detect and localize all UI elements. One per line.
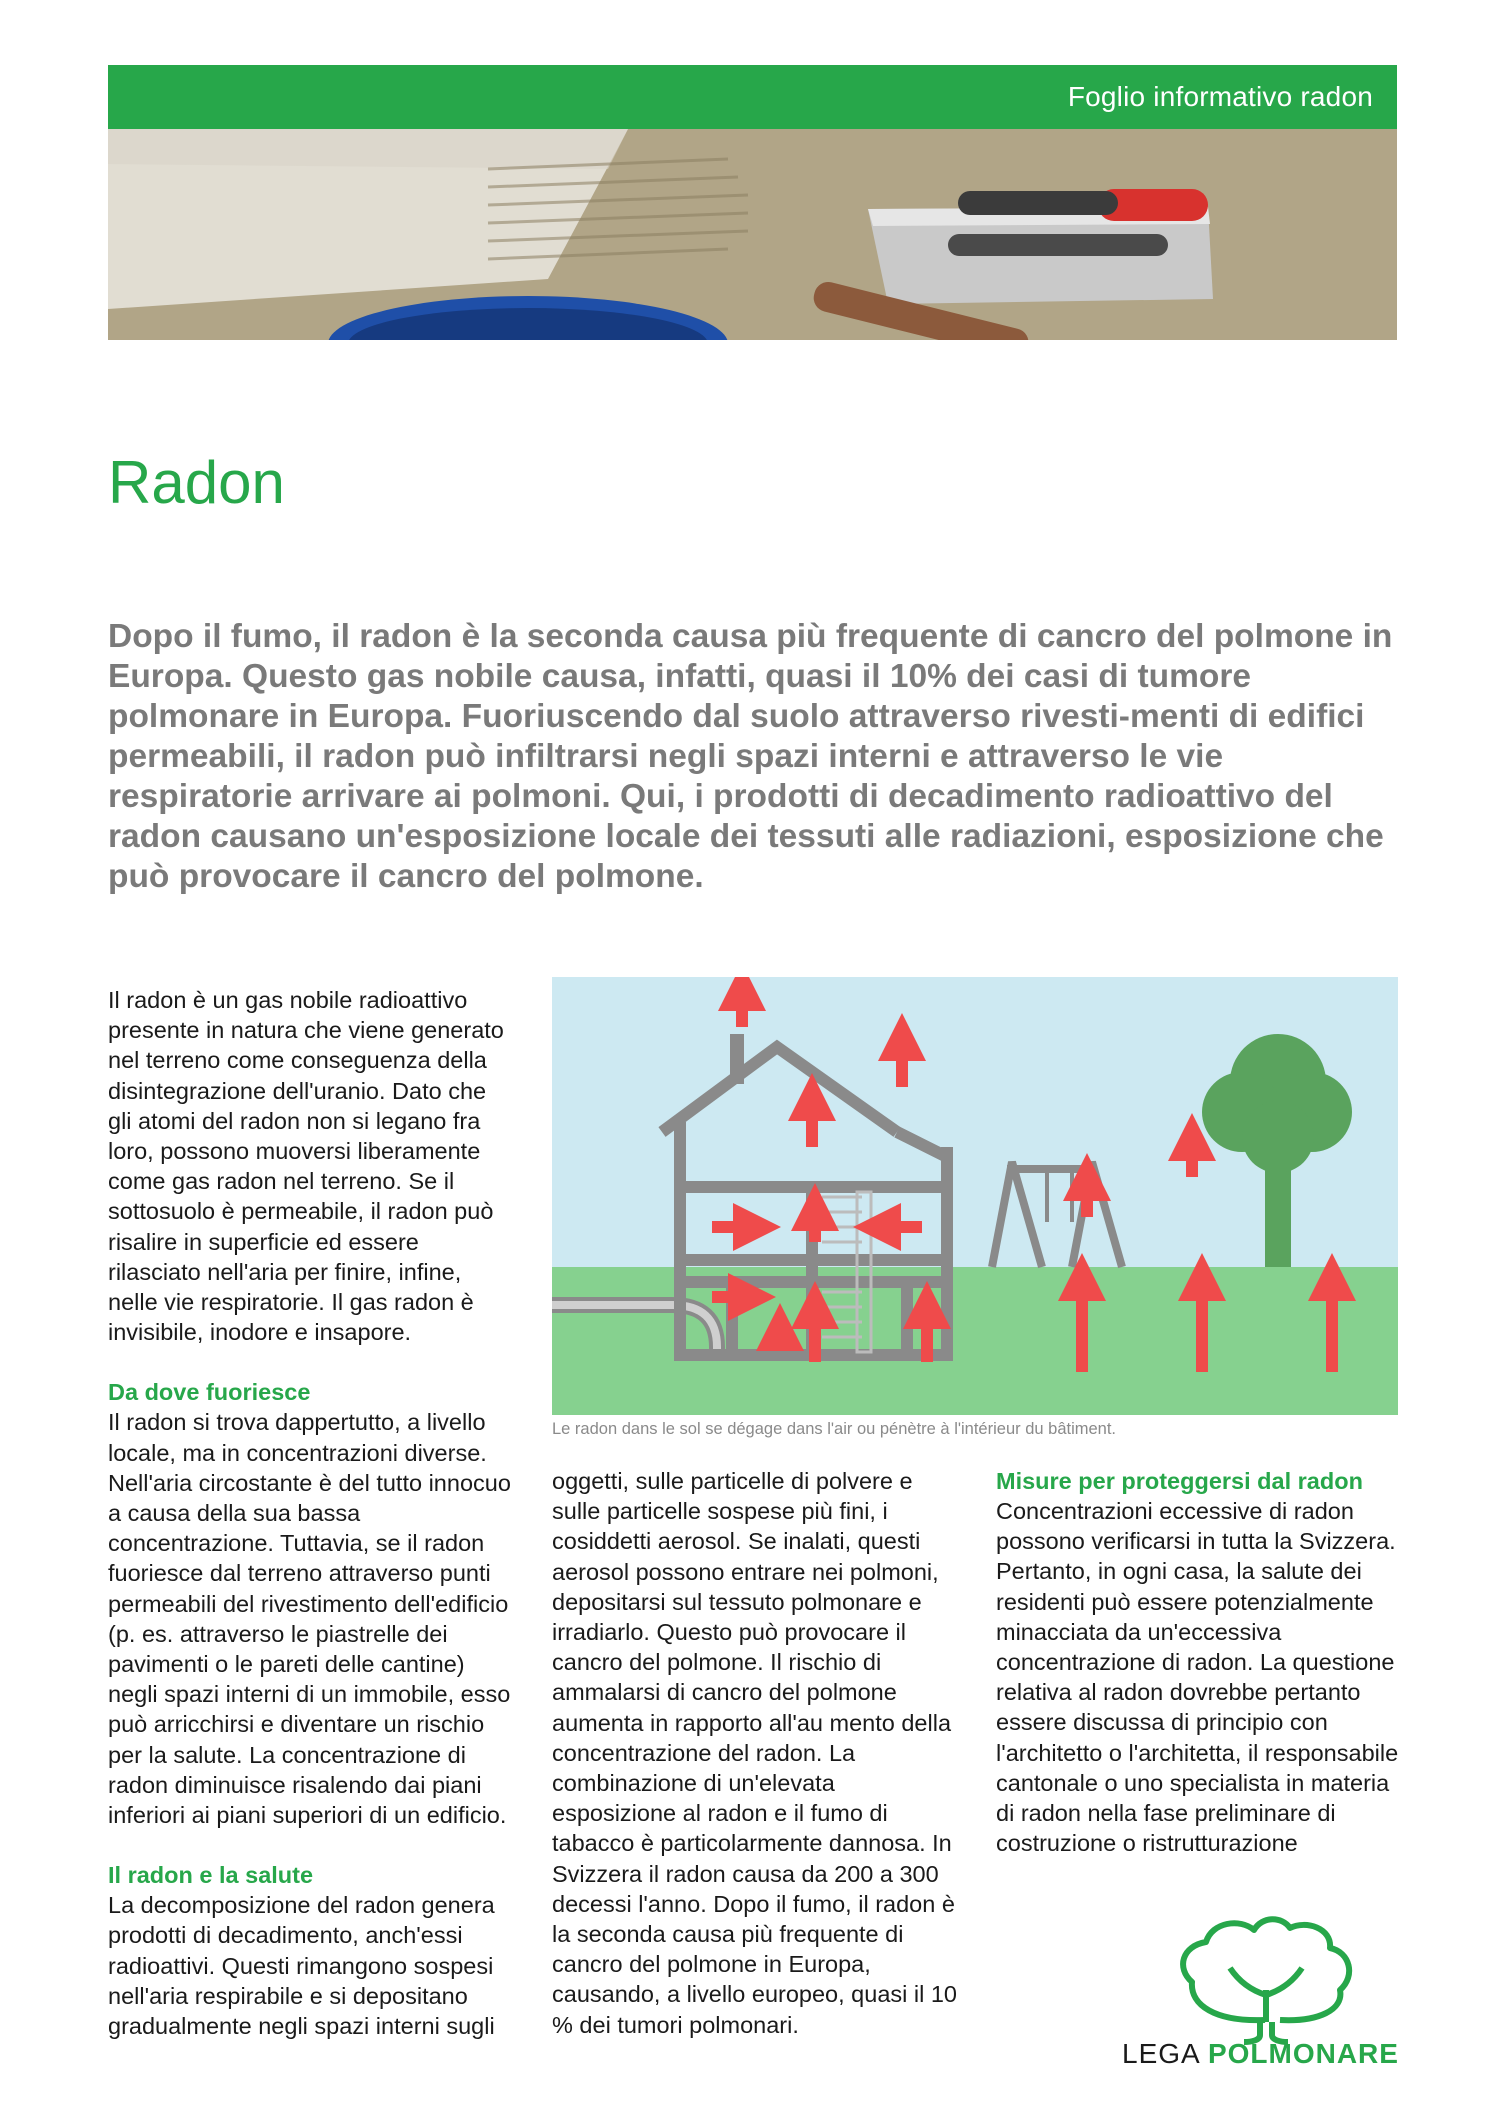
text-column-2 xyxy=(552,1466,957,2040)
logo-word-polmonare: POLMONARE xyxy=(1207,2038,1399,2069)
text-column-3 xyxy=(996,1466,1401,1858)
logo-word-lega: LEGA xyxy=(1122,2038,1200,2069)
lega-polmonare-logo-text xyxy=(1122,2038,1399,2070)
illustration-caption: Le radon dans le sol se dégage dans l'air ou pénètre à l'intérieur du bâtiment. xyxy=(552,1420,1117,1438)
radon-house-illustration xyxy=(552,977,1398,1415)
header-bar xyxy=(108,65,1397,129)
trowel-photo-illustration xyxy=(108,129,1397,340)
section-heading: Misure per proteggersi dal radon xyxy=(996,1468,1363,1494)
body-paragraph: oggetti, sulle particelle di polvere e sulle particelle sospese più fini, i cosiddetti aerosol. Se inalati, questi aerosol possono entrare nei polmoni, depositarsi sul tessuto polmonare e irradiarlo. Questo può provocare il cancro del polmone. Il rischio di ammalarsi di cancro del polmone aumenta in rapporto all'au mento della concentrazione del radon. La combinazione di un'elevata esposizione al radon e il fumo di tabacco è particolarmente dannosa. In Svizzera il radon causa da 200 a 300 decessi l'anno. Dopo il fumo, il radon è la seconda causa più frequente di cancro del polmone in Europa, causando, a livello europeo, quasi il 10 % dei tumori polmonari. xyxy=(552,1468,957,2038)
body-paragraph: Il radon è un gas nobile radioattivo presente in natura che viene generato nel terreno come conseguenza della disintegrazione dell'uranio. Dato che gli atomi del radon non si legano fra loro, possono muoversi liberamente come gas radon nel terreno. Se il sottosuolo è permeabile, il radon può risalire in superficie ed essere rilasciato nell'aria per finire, infine, nelle vie respiratorie. Il gas radon è invisibile, inodore e insapore. xyxy=(108,987,504,1346)
section-heading: Da dove fuoriesce xyxy=(108,1379,311,1406)
page-title: Radon xyxy=(108,449,285,516)
intro-paragraph: Dopo il fumo, il radon è la seconda causa più frequente di cancro del polmone in Europa. Questo gas nobile causa, infatti, quasi il 10% dei casi di tumore polmonare in Europa. Fuoriuscendo dal suolo attraverso rivesti-menti di edifici permeabili, il radon può infiltrarsi negli spazi interni e attraverso le vie respiratorie arrivare ai polmoni. Qui, i prodotti di decadimento radioattivo del radon causano un'esposizione locale dei tessuti alle radiazioni, esposizione che può provocare il cancro del polmone. xyxy=(108,618,1393,895)
section-heading: Il radon e la salute xyxy=(108,1862,314,1889)
body-paragraph: Concentrazioni eccessive di radon possono verificarsi in tutta la Svizzera. Pertanto, in ogni casa, la salute dei residenti può essere potenzialmente minacciata da un'eccessiva concentrazione di radon. La questione relativa al radon dovrebbe pertanto essere discussa di principio con l'architetto o l'architetta, il responsabile cantonale o uno specialista in materia di radon nella fase preliminare di costruzione o ristrutturazione xyxy=(996,1498,1399,1857)
header-photo xyxy=(108,129,1397,340)
header-label: Foglio informativo radon xyxy=(1067,81,1373,112)
body-paragraph: Il radon si trova dappertutto, a livello locale, ma in concentrazioni diverse. Nell'aria circostante è del tutto innocuo a causa della sua bassa concentrazione. Tuttavia, se il radon fuoriesce dal terreno attraverso punti permeabili del rivestimento dell'edificio (p. es. attraverso le piastrelle dei pavimenti o le pareti delle cantine) negli spazi interni di un immobile, esso può arricchirsi e diventare un rischio per la salute. La concentrazione di radon diminuisce risalendo dai piani inferiori ai piani superiori di un edificio. xyxy=(108,1409,511,1829)
body-paragraph: La decomposizione del radon genera prodotti di decadimento, anch'essi radioattivi. Questi rimangono sospesi nell'aria respirabile e si depositano gradualmente negli spazi interni sugli xyxy=(108,1892,495,2040)
text-column-1 xyxy=(108,985,513,2041)
